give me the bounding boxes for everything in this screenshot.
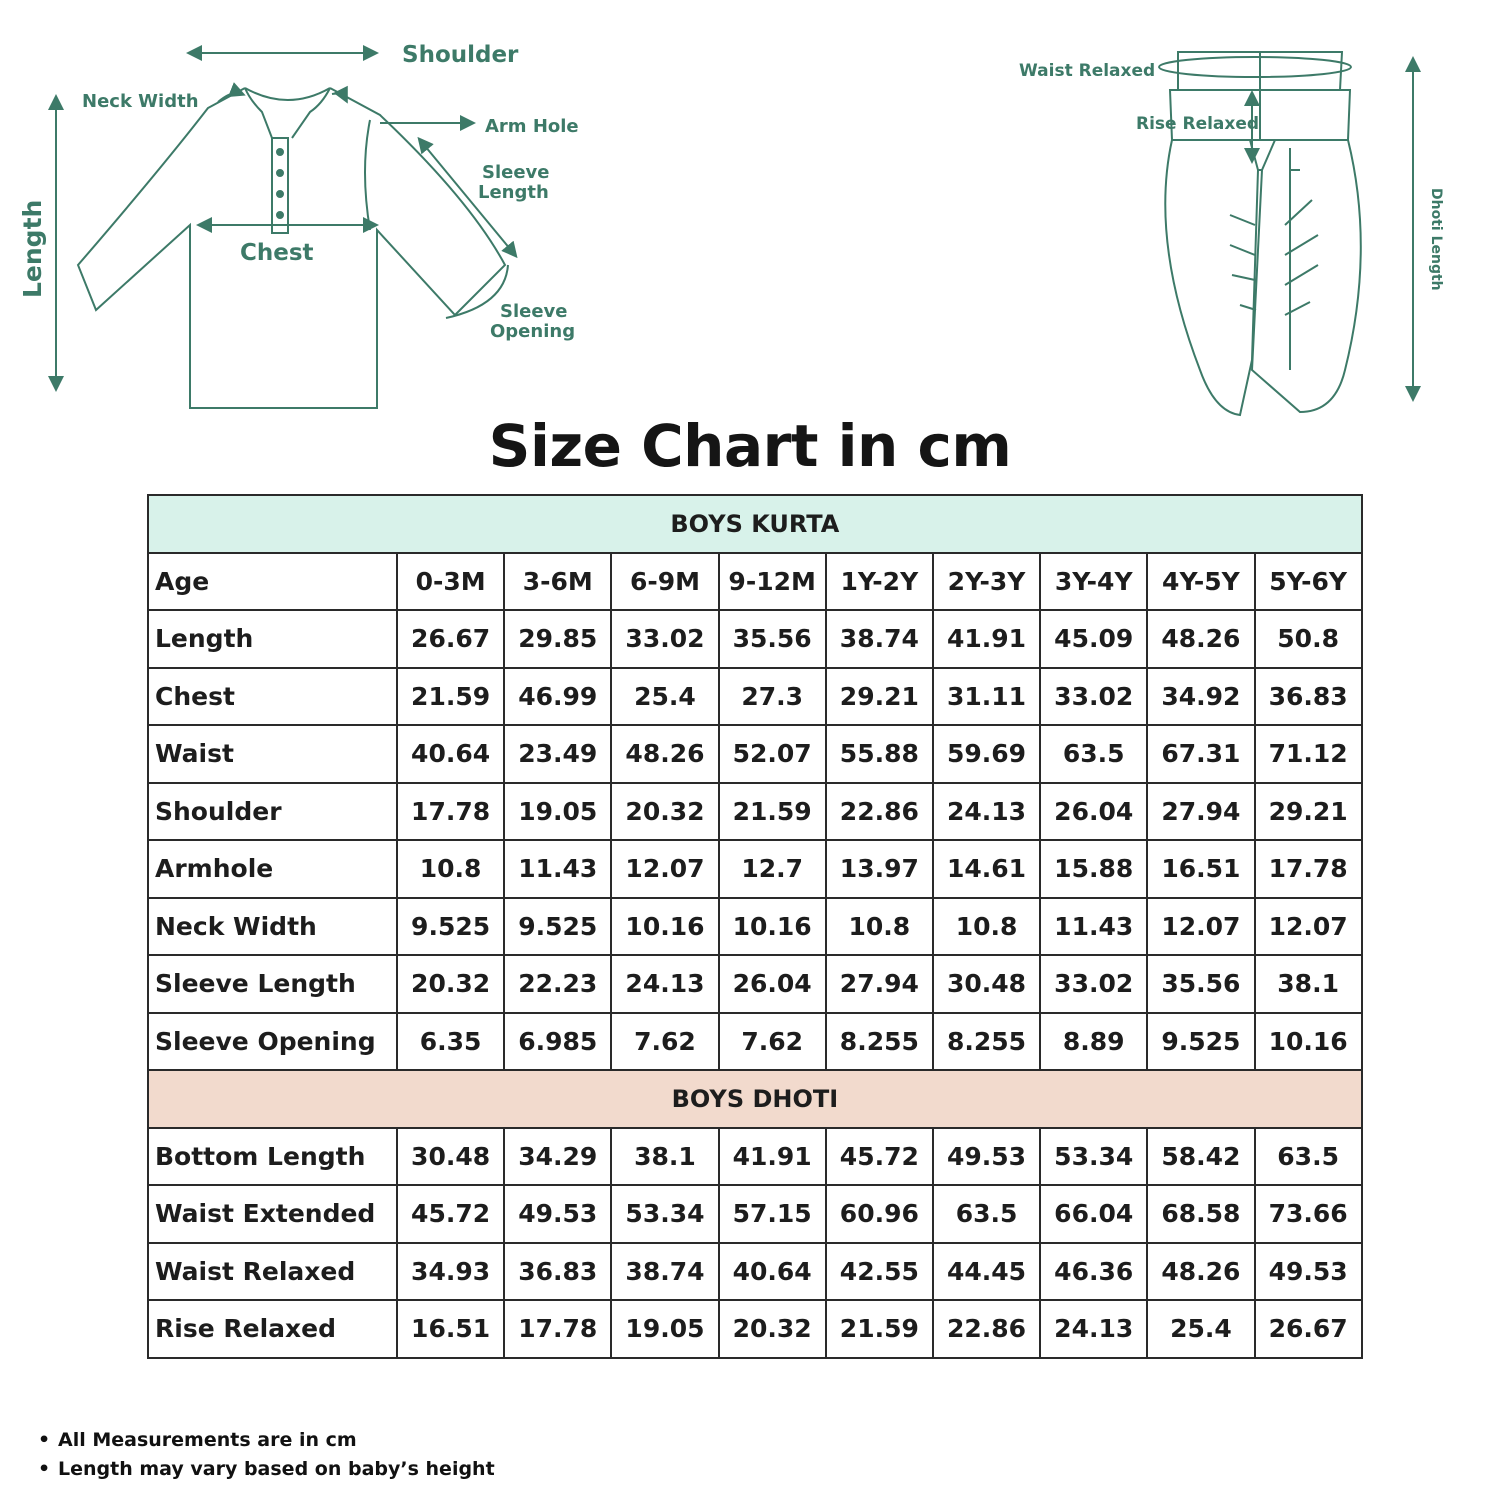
table-cell: 48.26: [1147, 1243, 1254, 1301]
table-cell: 38.74: [611, 1243, 718, 1301]
table-cell: 10.8: [826, 898, 933, 956]
age-column-header: 5Y-6Y: [1255, 553, 1362, 611]
dhoti-section-header-title: BOYS DHOTI: [148, 1070, 1362, 1128]
table-cell: 10.8: [397, 840, 504, 898]
table-row: [148, 783, 1362, 841]
age-column-header: 6-9M: [611, 553, 718, 611]
row-label: Waist: [148, 725, 397, 783]
kurta-section-header-title: BOYS KURTA: [148, 495, 1362, 553]
table-cell: 10.8: [933, 898, 1040, 956]
table-cell: 15.88: [1040, 840, 1147, 898]
row-label: Rise Relaxed: [148, 1300, 397, 1358]
table-cell: 38.1: [611, 1128, 718, 1186]
table-cell: 73.66: [1255, 1185, 1362, 1243]
table-cell: 22.86: [933, 1300, 1040, 1358]
table-cell: 11.43: [504, 840, 611, 898]
age-column-header: 1Y-2Y: [826, 553, 933, 611]
table-cell: 49.53: [933, 1128, 1040, 1186]
table-cell: 30.48: [933, 955, 1040, 1013]
table-cell: 55.88: [826, 725, 933, 783]
table-row: [148, 725, 1362, 783]
dhoti-illustration: [1000, 40, 1460, 430]
table-cell: 12.07: [1255, 898, 1362, 956]
table-cell: 6.35: [397, 1013, 504, 1071]
table-cell: 29.21: [1255, 783, 1362, 841]
chest-label: Chest: [240, 240, 314, 266]
sleeve-opening-label-2: Opening: [490, 321, 576, 342]
table-cell: 26.67: [397, 610, 504, 668]
row-label: Neck Width: [148, 898, 397, 956]
size-chart-body: [148, 495, 1362, 1358]
row-label: Shoulder: [148, 783, 397, 841]
table-cell: 19.05: [611, 1300, 718, 1358]
dhoti-diagram: [1000, 40, 1460, 430]
table-cell: 34.92: [1147, 668, 1254, 726]
table-cell: 16.51: [397, 1300, 504, 1358]
table-cell: 21.59: [826, 1300, 933, 1358]
table-cell: 52.07: [719, 725, 826, 783]
table-cell: 63.5: [933, 1185, 1040, 1243]
table-cell: 29.85: [504, 610, 611, 668]
row-label: Bottom Length: [148, 1128, 397, 1186]
row-label: Chest: [148, 668, 397, 726]
table-cell: 45.72: [397, 1185, 504, 1243]
table-cell: 63.5: [1255, 1128, 1362, 1186]
table-cell: 46.36: [1040, 1243, 1147, 1301]
table-cell: 34.93: [397, 1243, 504, 1301]
table-cell: 45.72: [826, 1128, 933, 1186]
table-cell: 35.56: [1147, 955, 1254, 1013]
row-label: Sleeve Opening: [148, 1013, 397, 1071]
age-column-header: 2Y-3Y: [933, 553, 1040, 611]
table-cell: 42.55: [826, 1243, 933, 1301]
table-cell: 48.26: [611, 725, 718, 783]
table-cell: 10.16: [611, 898, 718, 956]
table-cell: 48.26: [1147, 610, 1254, 668]
notes-list: [38, 1426, 495, 1484]
table-row: [148, 840, 1362, 898]
table-cell: 12.7: [719, 840, 826, 898]
table-cell: 38.1: [1255, 955, 1362, 1013]
table-row: [148, 1128, 1362, 1186]
sleeve-length-label-1: Sleeve: [482, 162, 550, 183]
sleeve-length-label-2: Length: [478, 182, 549, 203]
table-cell: 68.58: [1147, 1185, 1254, 1243]
table-cell: 17.78: [397, 783, 504, 841]
table-cell: 49.53: [1255, 1243, 1362, 1301]
table-row: [148, 1243, 1362, 1301]
table-cell: 17.78: [504, 1300, 611, 1358]
row-label: Sleeve Length: [148, 955, 397, 1013]
arm-hole-label: Arm Hole: [485, 116, 579, 137]
table-cell: 21.59: [719, 783, 826, 841]
table-cell: 12.07: [1147, 898, 1254, 956]
table-cell: 23.49: [504, 725, 611, 783]
table-cell: 67.31: [1147, 725, 1254, 783]
age-column-header: 9-12M: [719, 553, 826, 611]
age-column-header: 3Y-4Y: [1040, 553, 1147, 611]
table-cell: 66.04: [1040, 1185, 1147, 1243]
table-cell: 30.48: [397, 1128, 504, 1186]
kurta-diagram: [0, 20, 620, 420]
table-cell: 22.86: [826, 783, 933, 841]
table-cell: 8.255: [826, 1013, 933, 1071]
table-cell: 26.04: [1040, 783, 1147, 841]
table-cell: 20.32: [611, 783, 718, 841]
table-cell: 25.4: [1147, 1300, 1254, 1358]
table-cell: 26.04: [719, 955, 826, 1013]
table-cell: 53.34: [1040, 1128, 1147, 1186]
table-cell: 11.43: [1040, 898, 1147, 956]
table-cell: 27.94: [826, 955, 933, 1013]
table-cell: 49.53: [504, 1185, 611, 1243]
table-row: [148, 1013, 1362, 1071]
table-cell: 40.64: [719, 1243, 826, 1301]
table-cell: 24.13: [933, 783, 1040, 841]
table-cell: 10.16: [719, 898, 826, 956]
table-row: [148, 898, 1362, 956]
table-cell: 27.94: [1147, 783, 1254, 841]
row-label: Length: [148, 610, 397, 668]
table-cell: 27.3: [719, 668, 826, 726]
kurta-section-header: [148, 495, 1362, 553]
table-cell: 8.255: [933, 1013, 1040, 1071]
dhoti-arrows: [1159, 57, 1413, 398]
table-cell: 9.525: [504, 898, 611, 956]
table-cell: 17.78: [1255, 840, 1362, 898]
neck-width-label: Neck Width: [82, 91, 199, 112]
table-cell: 26.67: [1255, 1300, 1362, 1358]
row-label: Waist Extended: [148, 1185, 397, 1243]
table-cell: 7.62: [719, 1013, 826, 1071]
table-cell: 21.59: [397, 668, 504, 726]
table-row: [148, 668, 1362, 726]
dhoti-length-label: Dhoti Length: [1428, 188, 1444, 291]
table-cell: 41.91: [719, 1128, 826, 1186]
age-header-label: Age: [148, 553, 397, 611]
sleeve-opening-label-1: Sleeve: [500, 301, 568, 322]
rise-relaxed-label: Rise Relaxed: [1136, 114, 1260, 134]
table-cell: 6.985: [504, 1013, 611, 1071]
table-cell: 71.12: [1255, 725, 1362, 783]
table-cell: 10.16: [1255, 1013, 1362, 1071]
table-cell: 19.05: [504, 783, 611, 841]
table-cell: 24.13: [611, 955, 718, 1013]
table-cell: 13.97: [826, 840, 933, 898]
table-cell: 40.64: [397, 725, 504, 783]
table-cell: 57.15: [719, 1185, 826, 1243]
table-cell: 63.5: [1040, 725, 1147, 783]
table-cell: 41.91: [933, 610, 1040, 668]
table-cell: 9.525: [397, 898, 504, 956]
kurta-illustration: [0, 20, 620, 420]
table-cell: 12.07: [611, 840, 718, 898]
table-cell: 60.96: [826, 1185, 933, 1243]
table-cell: 14.61: [933, 840, 1040, 898]
table-cell: 44.45: [933, 1243, 1040, 1301]
shoulder-label: Shoulder: [402, 42, 519, 68]
table-cell: 9.525: [1147, 1013, 1254, 1071]
table-cell: 20.32: [397, 955, 504, 1013]
table-cell: 33.02: [1040, 668, 1147, 726]
table-cell: 36.83: [504, 1243, 611, 1301]
age-column-header: 3-6M: [504, 553, 611, 611]
table-cell: 22.23: [504, 955, 611, 1013]
note-item: • Length may vary based on baby’s height: [38, 1455, 495, 1484]
table-cell: 33.02: [611, 610, 718, 668]
table-cell: 38.74: [826, 610, 933, 668]
table-cell: 46.99: [504, 668, 611, 726]
page-title: Size Chart in cm: [488, 412, 1012, 480]
table-cell: 59.69: [933, 725, 1040, 783]
row-label: Armhole: [148, 840, 397, 898]
age-column-header: 4Y-5Y: [1147, 553, 1254, 611]
table-cell: 25.4: [611, 668, 718, 726]
table-cell: 53.34: [611, 1185, 718, 1243]
table-cell: 34.29: [504, 1128, 611, 1186]
table-row: [148, 1300, 1362, 1358]
table-cell: 45.09: [1040, 610, 1147, 668]
waist-relaxed-label: Waist Relaxed: [1019, 61, 1156, 81]
dhoti-outline: [1165, 52, 1361, 415]
table-cell: 50.8: [1255, 610, 1362, 668]
table-cell: 8.89: [1040, 1013, 1147, 1071]
table-cell: 35.56: [719, 610, 826, 668]
table-row: [148, 610, 1362, 668]
table-cell: 31.11: [933, 668, 1040, 726]
table-row: [148, 1185, 1362, 1243]
table-cell: 7.62: [611, 1013, 718, 1071]
age-header-row: [148, 553, 1362, 611]
note-item: • All Measurements are in cm: [38, 1426, 495, 1455]
table-cell: 36.83: [1255, 668, 1362, 726]
dhoti-section-header: [148, 1070, 1362, 1128]
table-cell: 24.13: [1040, 1300, 1147, 1358]
table-cell: 20.32: [719, 1300, 826, 1358]
table-cell: 33.02: [1040, 955, 1147, 1013]
length-label: Length: [18, 199, 47, 298]
size-chart-table: [147, 494, 1363, 1359]
table-row: [148, 955, 1362, 1013]
table-cell: 29.21: [826, 668, 933, 726]
table-cell: 16.51: [1147, 840, 1254, 898]
row-label: Waist Relaxed: [148, 1243, 397, 1301]
age-column-header: 0-3M: [397, 553, 504, 611]
table-cell: 58.42: [1147, 1128, 1254, 1186]
